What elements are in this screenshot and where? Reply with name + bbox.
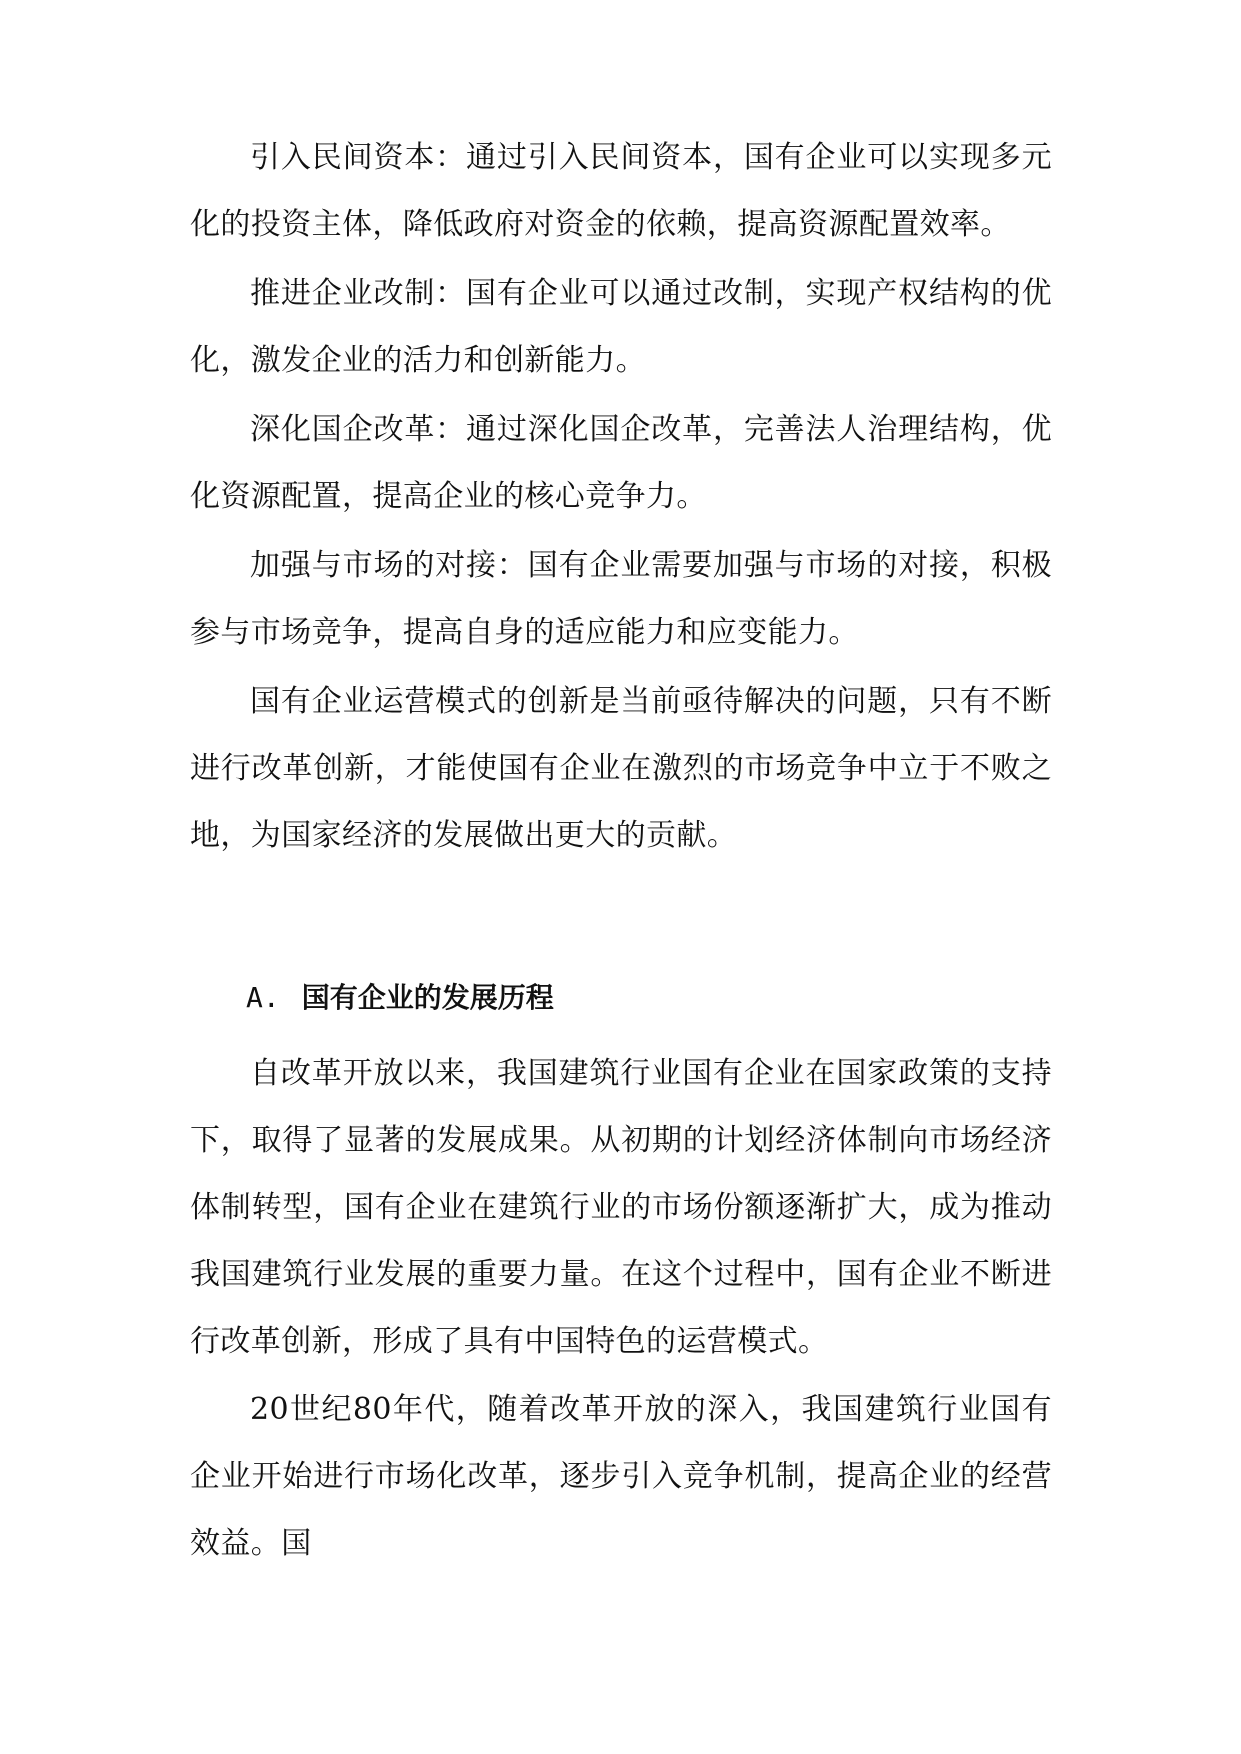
section-title: 国有企业的发展历程	[301, 981, 554, 1014]
paragraph-market-connection: 加强与市场的对接：国有企业需要加强与市场的对接，积极参与市场竞争，提高自身的适应能力和应变能力。	[190, 548, 1052, 650]
paragraph-deepen-soe-reform: 深化国企改革：通过深化国企改革，完善法人治理结构，优化资源配置，提高企业的核心竞争力。	[190, 412, 1052, 514]
paragraph-operation-mode-innovation: 国有企业运营模式的创新是当前亟待解决的问题，只有不断进行改革创新，才能使国有企业在激烈的市场竞争中立于不败之地，为国家经济的发展做出更大的贡献。	[190, 684, 1052, 853]
section-number: A.	[246, 981, 280, 1014]
paragraph-development-history: 自改革开放以来，我国建筑行业国有企业在国家政策的支持下，取得了显著的发展成果。从初期的计划经济体制向市场经济体制转型，国有企业在建筑行业的市场份额逐渐扩大，成为推动我国建筑行业发展的重要力量。在这个过程中，国有企业不断进行改革创新，形成了具有中国特色的运营模式。	[190, 1056, 1052, 1359]
section-heading	[246, 978, 554, 1018]
paragraph-enterprise-restructuring: 推进企业改制：国有企业可以通过改制，实现产权结构的优化，激发企业的活力和创新能力。	[190, 276, 1052, 378]
paragraph-introduce-private-capital: 引入民间资本：通过引入民间资本，国有企业可以实现多元化的投资主体，降低政府对资金的依赖，提高资源配置效率。	[190, 140, 1052, 242]
paragraph-1980s-reform: 20世纪80年代，随着改革开放的深入，我国建筑行业国有企业开始进行市场化改革，逐步引入竞争机制，提高企业的经营效益。国	[190, 1392, 1052, 1561]
